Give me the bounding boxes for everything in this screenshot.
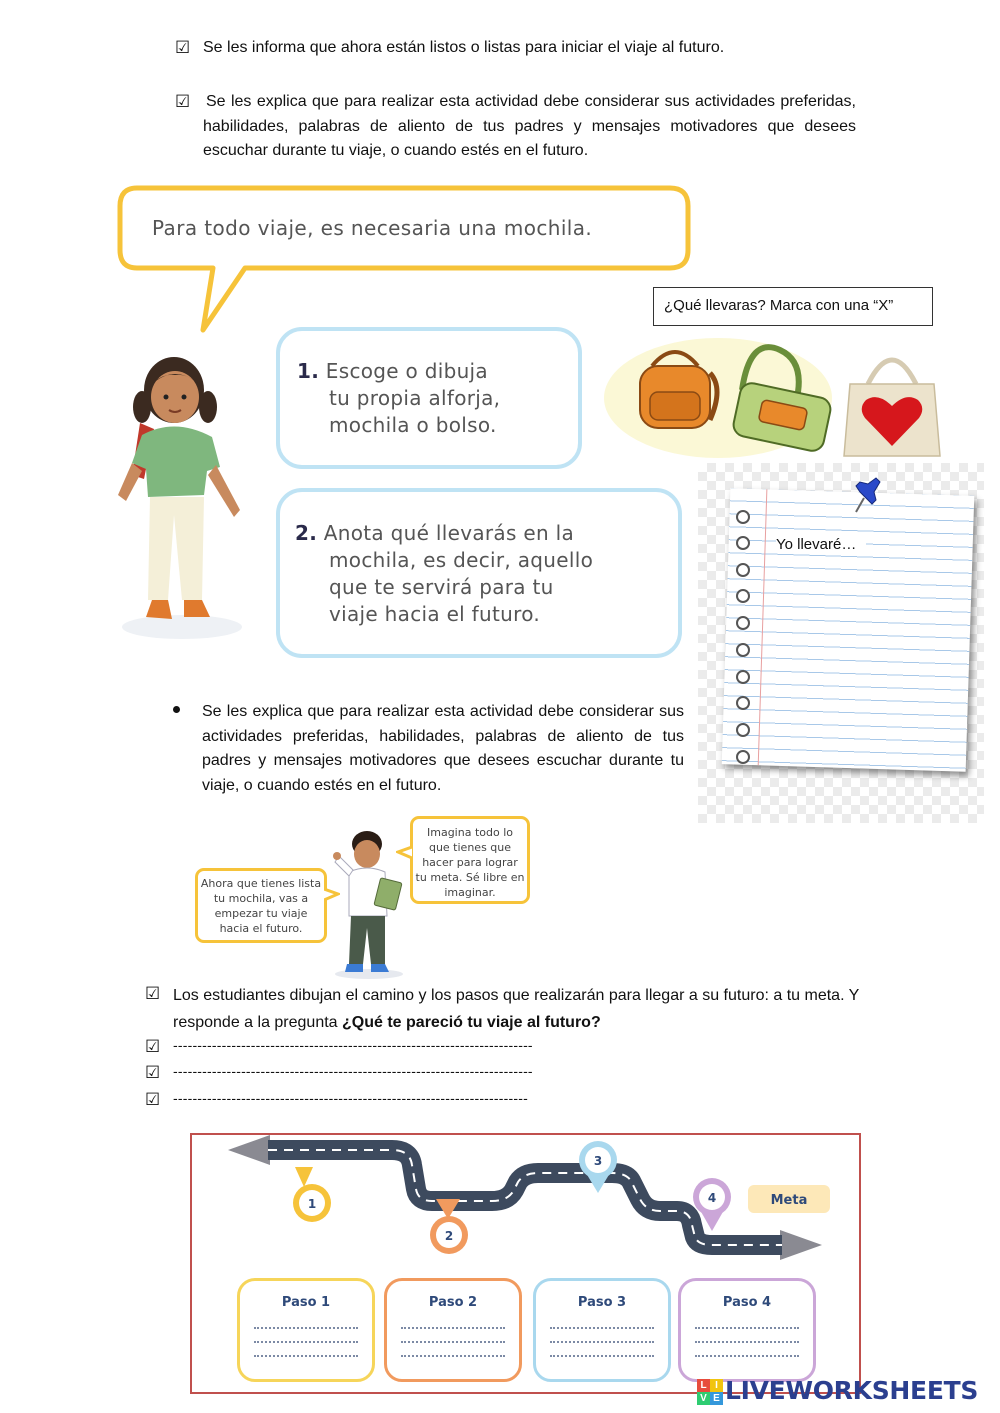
paso-2-box[interactable]: [384, 1278, 522, 1382]
notebook-ring: [736, 536, 750, 550]
paso-1-box[interactable]: [237, 1278, 375, 1382]
paso-3-box[interactable]: [533, 1278, 671, 1382]
boy-left-bubble: Ahora que tienes lista tu mochila, vas a empezar tu viaje hacia el futuro.: [195, 868, 327, 943]
notebook-ring: [736, 589, 750, 603]
step-1-number: 1.: [297, 359, 320, 383]
checkbox-icon: ☑: [175, 92, 191, 112]
girl-illustration: [112, 345, 262, 645]
bullet-text: Se les explica que para realizar esta actividad debe considerar sus actividades preferidas, habilidades, palabras de aliento de tus padres y mensajes motivadores que desees escuchar durante tu viaje, o cuando estés en el futuro.: [202, 703, 684, 794]
answer-line-2[interactable]: --------------------------------------------------------------------------: [173, 1063, 533, 1079]
step-1-text: [297, 358, 500, 439]
logo-letter: V: [697, 1392, 710, 1405]
pin-4-label: 4: [707, 1191, 717, 1205]
logo-letter: L: [697, 1379, 710, 1392]
road-illustration: [192, 1135, 857, 1270]
speech-bubble: [115, 183, 695, 338]
dotted-line: [695, 1355, 799, 1357]
notebook-ring: [736, 643, 750, 657]
notebook-ring: [736, 616, 750, 630]
instruction-line-2: Se les explica que para realizar esta actividad debe considerar sus actividades preferidas, habilidades, palabras de aliento de tus padres y mensajes motivadores que desees escuchar durante tu viaje, o cuando estés en el futuro.: [203, 93, 856, 159]
boy-illustration: [325, 828, 410, 980]
speech-bubble-text: Para todo viaje, es necesaria una mochila.: [152, 216, 593, 240]
liveworksheets-brand: LIVEWORKSHEETS: [725, 1376, 979, 1405]
pin-1-label: 1: [307, 1197, 317, 1211]
notebook-ring: [736, 563, 750, 577]
checkbox-icon: ☑: [145, 1063, 161, 1083]
heart-tote-bag-icon[interactable]: [844, 360, 940, 456]
dotted-line: [401, 1355, 505, 1357]
notebook-ring: [736, 670, 750, 684]
pin-3-label: 3: [593, 1154, 603, 1168]
notebook-text[interactable]: Yo llevaré…: [776, 536, 866, 553]
dotted-line: [254, 1341, 358, 1343]
paso-4-label: Paso 4: [722, 1295, 772, 1310]
dotted-line: [695, 1327, 799, 1329]
step-2-number: 2.: [295, 521, 318, 545]
boy-right-bubble: Imagina todo lo que tienes que hacer para lograr tu meta. Sé libre en imaginar.: [410, 816, 530, 904]
dotted-line: [550, 1327, 654, 1329]
notebook-ring: [736, 696, 750, 710]
instruction-line-1: Se les informa que ahora están listos o listas para iniciar el viaje al futuro.: [203, 39, 725, 56]
dotted-line: [254, 1327, 358, 1329]
step-2-text: [295, 520, 593, 628]
paso-3-label: Paso 3: [577, 1295, 627, 1310]
logo-letter: I: [710, 1379, 723, 1392]
notebook-margin-line: [758, 489, 768, 765]
final-instruction-text: Los estudiantes dibujan el camino y los pasos que realizarán para llegar a su futuro: a tu meta. Y responde a la pregunta: [173, 987, 860, 1031]
checkbox-icon: ☑: [145, 1037, 161, 1057]
pin-1: [293, 1167, 331, 1222]
step-1-line-2: tu propia alforja,: [329, 386, 501, 410]
logo-letter: E: [710, 1392, 723, 1405]
notebook-ring: [736, 723, 750, 737]
step-2-line-2: mochila, es decir, aquello: [329, 548, 594, 572]
liveworksheets-logo-badge: [697, 1379, 723, 1405]
bag-options: [600, 328, 945, 460]
step-1-line-3: mochila o bolso.: [329, 413, 497, 437]
dotted-line: [254, 1355, 358, 1357]
paso-4-box[interactable]: [678, 1278, 816, 1382]
dotted-line: [550, 1355, 654, 1357]
push-pin-icon: [846, 474, 886, 516]
notebook-ring: [736, 510, 750, 524]
checkbox-icon: ☑: [145, 984, 161, 1004]
question-text: ¿Qué llevaras? Marca con una “X”: [664, 297, 894, 314]
step-2-line-3: que te servirá para tu: [329, 575, 554, 599]
dotted-line: [550, 1341, 654, 1343]
bullet-icon: [173, 706, 180, 713]
checkbox-icon: ☑: [175, 38, 191, 58]
paso-2-label: Paso 2: [428, 1295, 478, 1310]
dotted-line: [695, 1341, 799, 1343]
step-1-line-1: Escoge o dibuja: [325, 359, 488, 383]
dotted-line: [401, 1341, 505, 1343]
step-2-line-1: Anota qué llevarás en la: [323, 521, 574, 545]
notebook-page: [722, 488, 975, 772]
meta-label: Meta: [770, 1193, 808, 1208]
pin-3: [579, 1141, 617, 1193]
step-2-line-4: viaje hacia el futuro.: [329, 602, 541, 626]
paso-1-label: Paso 1: [281, 1295, 331, 1310]
pin-2-label: 2: [444, 1229, 454, 1243]
final-question: ¿Qué te pareció tu viaje al futuro?: [342, 1014, 601, 1031]
answer-line-1[interactable]: --------------------------------------------------------------------------: [173, 1037, 533, 1053]
answer-line-3[interactable]: -------------------------------------------------------------------------: [173, 1090, 528, 1106]
dotted-line: [401, 1327, 505, 1329]
checkbox-icon: ☑: [145, 1090, 161, 1110]
final-instruction: [173, 982, 863, 1036]
notebook-ring: [736, 750, 750, 764]
